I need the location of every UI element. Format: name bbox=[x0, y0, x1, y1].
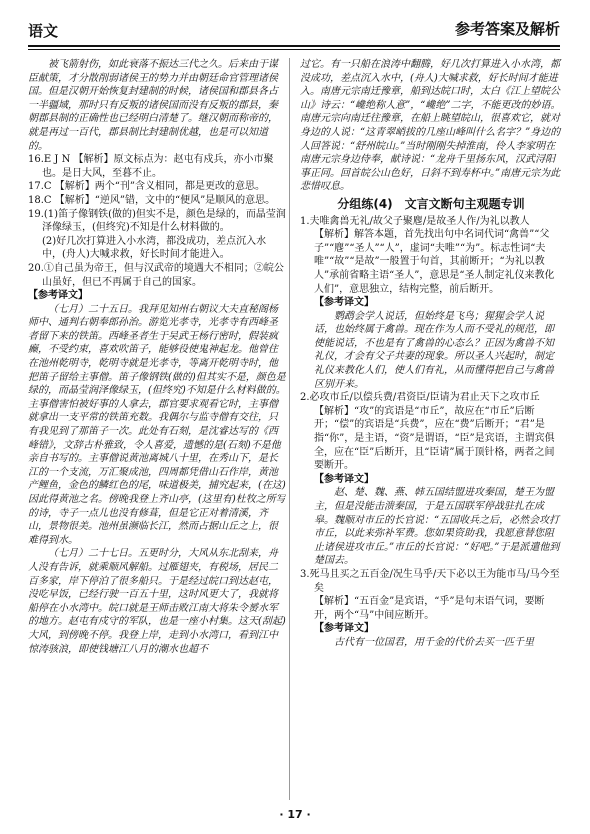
answer-16: 16.E J N 【解析】原文标点为：赵屯有戍兵，亦小市聚也。是日大风，至暮不止。 bbox=[28, 154, 274, 179]
header-rule-thin bbox=[28, 49, 560, 50]
analysis-3: 【解析】“五百金”是宾语，“乎”是句末语气词，要断开，两个“马”中间应断开。 bbox=[314, 596, 545, 621]
answer-20: 20.①自己虽为帝王，但与汉武帝的境遇大不相同；②皖公山虽好，但已不再属于自己的国家。 bbox=[28, 262, 284, 288]
header-book-title: 参考答案及解析 bbox=[454, 20, 560, 38]
reference-translation-label-3: 【参考译文】 bbox=[314, 623, 374, 635]
answer-19-2: (2)好几次打算进入小水湾，都没成功，差点沉入水中，(舟人)大喊求救，好长时间才能进入。 bbox=[42, 235, 267, 261]
translation-paragraph-1: （七月）二十五日。我拜见知州右朝议大夫直秘阁杨师中、通判右朝奉郎孙治。游览光孝寺，光孝寺有西峰圣者留下来的铁笛。西峰圣者生于吴武王杨行密时，假装疯癫，不受约束，喜欢吹笛子，能够役使鬼神起龙。他曾住在池州乾明寺，乾明寺就是光孝寺，等离开乾明寺时，他把笛子留给主事僧。笛子像钢铁(做的)但其实不是，颜色是绿的，而晶莹润泽像绿玉，(但终究)不知是什么材料做的。主事僧害怕被好事的人拿去，郡官要求观看它时，主事僧就拿出一支平常的铁笛充数。我偶尔与监寺僧有交往，只有我见到了那笛子一次。此处有石刻，是沈睿达写的《西峰错》，文辞古朴雅致，令人喜爱，遗憾的是(石刻)不是他亲自书写的。主事僧说黄池离城八十里，在秀山下，是长江的一个支流，万汇聚成池，四周都凭借山石作岸，黄池产鲤鱼，金色的鳞红色的尾，味道极美，捕究起来，(在这)因此得黄池之名。傍晚我登上齐山亭，(这里有)杜牧之所写的诗，寺子一点儿也没有修葺，但是它正对着清溪，齐山，景物很美。池州虽濒临长江，然而占据山丘之上，很难得到水。 bbox=[28, 303, 286, 546]
answer-18: 18.C 【解析】“逆风”错，文中的“便风”是顺风的意思。 bbox=[28, 194, 276, 206]
left-column bbox=[28, 58, 286, 800]
answer-17: 17.C 【解析】两个“刊”含义相同，都是更改的意思。 bbox=[28, 181, 265, 193]
answer-3: 3.死马且买之五百金/况生马乎/天下必以王为能市马/马今至矣 bbox=[300, 568, 560, 594]
header-rule-thick bbox=[28, 45, 560, 47]
analysis-2: 【解析】“攻”的宾语是“市丘”，故应在“市丘”后断开；“偿”的宾语是“兵费”，应在“费”后断开；“君”是指“你”，是主语，“资”是谓语，“臣”是宾语，主谓宾俱全，应在“臣”后断开，且“臣请”属于顶针格，两者之间要断开。 bbox=[314, 405, 555, 472]
answer-2: 2.必攻市丘/以偿兵费/君资臣/臣请为君止天下之攻市丘 bbox=[300, 392, 540, 404]
page-number: · 17 · bbox=[279, 808, 311, 821]
translation-continued-right: 过它。有一只船在浪涛中翻腾，好几次打算进入小水湾，都没成功，差点沉入水中，(舟人)大喊求救，好长时间才能进入。南唐元宗南迁豫章，船到达皖口时，太白《江上望皖公山》诗云：“巉绝称人意”，“巉绝”二字，不能更改的妙语。南唐元宗向南迁往豫章，在船上眺望皖山，很喜欢它，就对身边的人说：“这青翠峭拔的几座山峰叫什么名字？”身边的人回答说：“舒州皖山。”当时刚刚失掉淮南，伶人李家明在南唐元宗身边侍奉，献诗说：“龙舟千里扬东风，汉武浔阳事正同。回首皖公山色好，日斜不到寿杯中。”南唐元宗为此悲惜叹息。 bbox=[300, 59, 561, 193]
translation-paragraph-2: （七月）二十七日。五更时分，大风从东北刮来，舟人没有告诉，就乘顺风解船。过雁翅夹，有税场，居民二百多家，岸下停泊了很多船只。于是经过皖口到达赵屯，没吃早饭，已经行驶一百五十里，这时风更大了，我就将船停在小水湾中。皖口就是王师击败江南大将朱令赟水军的地方。赵屯有戍守的军队，也是一座小村集。这天(刮起)大风，到傍晚不停。我登上岸，走到小水湾口，看到江中惊涛骇浪，即使钱塘江八月的潮水也超不 bbox=[28, 548, 286, 655]
header-subject: 语文 bbox=[28, 22, 59, 40]
reference-translation-label-2: 【参考译文】 bbox=[314, 473, 374, 485]
section-title: 分组练(4) 文言文断句主观题专训 bbox=[337, 196, 525, 211]
reference-translation-label-1: 【参考译文】 bbox=[314, 297, 374, 309]
column-divider bbox=[289, 58, 290, 800]
answer-1: 1.夫唯禽兽无礼/故父子聚麀/是故圣人作/为礼以教人 bbox=[300, 215, 530, 227]
reference-translation-label: 【参考译文】 bbox=[28, 290, 88, 302]
right-column bbox=[300, 58, 562, 800]
translation-1: 鹦鹉会学人说话，但始终是飞鸟；猩猩会学人说话，也始终属于禽兽。现在作为人而不受礼的规范，即使能说话，不也是有了禽兽的心态么？正因为禽兽不知礼仪，才会有父子共妻的现象。所以圣人兴起时，制定礼仪来教化人们，使人们有礼，从而懂得把自己与禽兽区别开来。 bbox=[314, 310, 554, 390]
translation-2: 赵、楚、魏、燕、韩五国结盟进攻秦国，楚王为盟主，但是没能击溃秦国，于是五国联军停战驻扎在成皋。魏顺对市丘的长官说：“五国收兵之后，必然会攻打市丘，以此来弥补军费。您如果资助我，我愿意替您阻止诸侯进攻市丘。”市丘的长官说：“好吧。”于是派遣他到楚国去。 bbox=[314, 487, 560, 567]
translation-3: 古代有一位国君，用千金的代价去买一匹千里 bbox=[334, 636, 534, 648]
analysis-1: 【解析】解答本题，首先找出句中名词代词“禽兽”“父子”“麀”“圣人”“人”，虚词“夫唯”“为”。标志性词“夫唯”“故”“是故”一般置于句首，其前断开；“为礼以教人”承前省略主语“圣人”，意思是“圣人制定礼仪来教化人们”，意思独立，结构完整，前后断开。 bbox=[314, 229, 555, 295]
answer-19-1: 19.(1)笛子像钢铁(做的)但实不是，颜色是绿的，而晶莹润泽像绿玉，(但终究)不知是什么材料做的。 bbox=[28, 208, 286, 234]
translation-continued: 被飞箭射伤，如此衰落不振达三代之久。后来由于谋臣献策，才分散削弱诸侯王的势力并由朝廷命官管理诸侯国。但是汉朝开始恢复封建制的时候，诸侯国和郡县各占一半疆域，那时只有反叛的诸侯国而没有反叛的郡县，秦朝郡县制的正确性也已经明白清楚了。继汉朝而称帝的，就是再过一百代，郡县制比封建制优越，也是可以知道的。 bbox=[28, 59, 278, 152]
